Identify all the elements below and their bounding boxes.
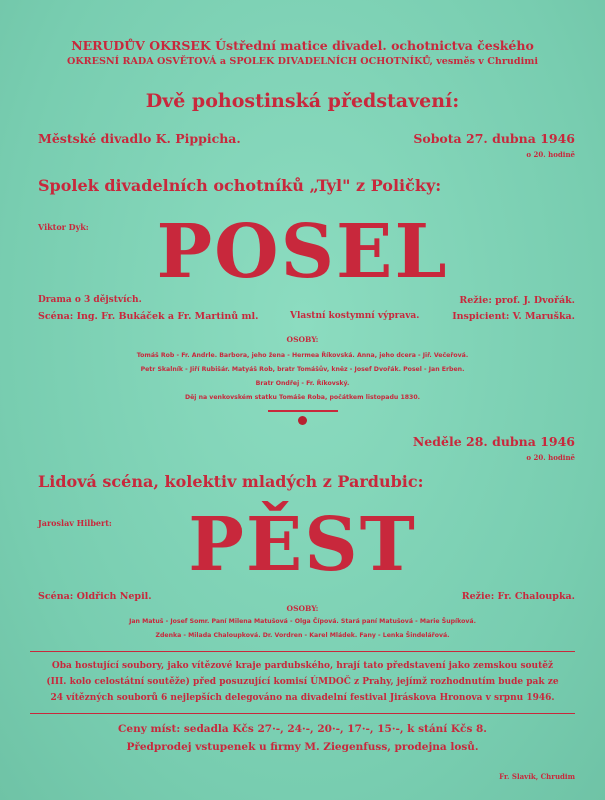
show2-cast-line-1: Jan Matuš - Josef Somr. Paní Milena Matušová - Olga Čípová. Stará paní Matušová - Marie Šupíková. — [129, 618, 476, 625]
divider-dot — [298, 416, 307, 425]
show1-cast-label: OSOBY: — [286, 335, 319, 344]
headline: Dvě pohostinská představení: — [145, 90, 460, 112]
prices: Ceny míst: sedadla Kčs 27·-, 24·-, 20·-, 17·-, 15·-, k stání Kčs 8. — [118, 723, 487, 735]
show1-cast-line-4: Děj na venkovském statku Tomáše Roba, počátkem listopadu 1830. — [184, 394, 421, 401]
info-line-3: 24 vítězných souborů 6 nejlepších delegováno na divadelní festival Jiráskova Hronova v srpnu 1946. — [50, 693, 555, 703]
show1-cast-line-3: Bratr Ondřej - Fr. Říkovský. — [255, 380, 350, 387]
show1-costumes: Vlastní kostymní výprava. — [290, 311, 420, 321]
show1-inspector: Inspicient: V. Maruška. — [452, 311, 575, 322]
show2-scene: Scéna: Oldřich Nepil. — [38, 591, 152, 602]
show1-author: Viktor Dyk: — [38, 222, 89, 232]
show2-date: Neděle 28. dubna 1946 — [412, 434, 575, 449]
info-line-2: (III. kolo celostátní soutěže) před posuzující komisí ÚMDOČ z Prahy, jejímž rozhodnutím bude pak ze — [46, 677, 559, 687]
show1-time: o 20. hodině — [526, 150, 575, 159]
show1-title: POSEL — [156, 209, 449, 295]
show2-cast-label: OSOBY: — [286, 604, 319, 613]
show2-cast-line-2: Zdenka - Milada Chaloupková. Dr. Vordren - Karel Mládek. Fany - Lenka Šindelářová. — [155, 632, 450, 639]
show2-director: Režie: Fr. Chaloupka. — [461, 591, 575, 602]
header-line-1: NERUDŮV OKRSEK Ústřední matice divadel. ochotnictva českého — [71, 38, 534, 53]
printer: Fr. Slavík, Chrudim — [499, 772, 575, 781]
header-line-2: OKRESNÍ RADA OSVĚTOVÁ a SPOLEK DIVADELNÍCH OCHOTNÍKŮ, vesměs v Chrudimi — [66, 56, 539, 67]
venue: Městské divadlo K. Pippicha. — [38, 131, 241, 146]
show1-scene: Scéna: Ing. Fr. Bukáček a Fr. Martinů ml. — [38, 311, 259, 322]
show1-date: Sobota 27. dubna 1946 — [413, 131, 575, 146]
show2-company: Lidová scéna, kolektiv mladých z Pardubic: — [38, 472, 424, 491]
show1-cast-line-1: Tomáš Rob - Fr. Andrle. Barbora, jeho žena - Hermea Říkovská. Anna, jeho dcera - Jiř. Večeřová. — [136, 352, 469, 359]
show2-author: Jaroslav Hilbert: — [38, 518, 112, 528]
prices-divider — [30, 713, 575, 714]
show1-cast-line-2: Petr Skalník - Jiří Rubišár. Matyáš Rob, bratr Tomášův, kněz - Josef Dvořák. Posel - Jan Erben. — [140, 366, 465, 373]
presale: Předprodej vstupenek u firmy M. Ziegenfuss, prodejna losů. — [126, 741, 479, 753]
show1-director: Režie: prof. J. Dvořák. — [459, 295, 575, 306]
divider-line — [268, 410, 338, 412]
info-divider — [30, 651, 575, 652]
show1-company: Spolek divadelních ochotníků „Tyl" z Poličky: — [38, 176, 442, 195]
show1-genre: Drama o 3 dějstvích. — [38, 295, 142, 305]
info-line-1: Oba hostující soubory, jako vítězové kraje pardubského, hrají tato představení jako zemskou soutěž — [51, 661, 554, 671]
show2-title: PĚST — [188, 502, 417, 588]
show2-time: o 20. hodině — [526, 453, 575, 462]
